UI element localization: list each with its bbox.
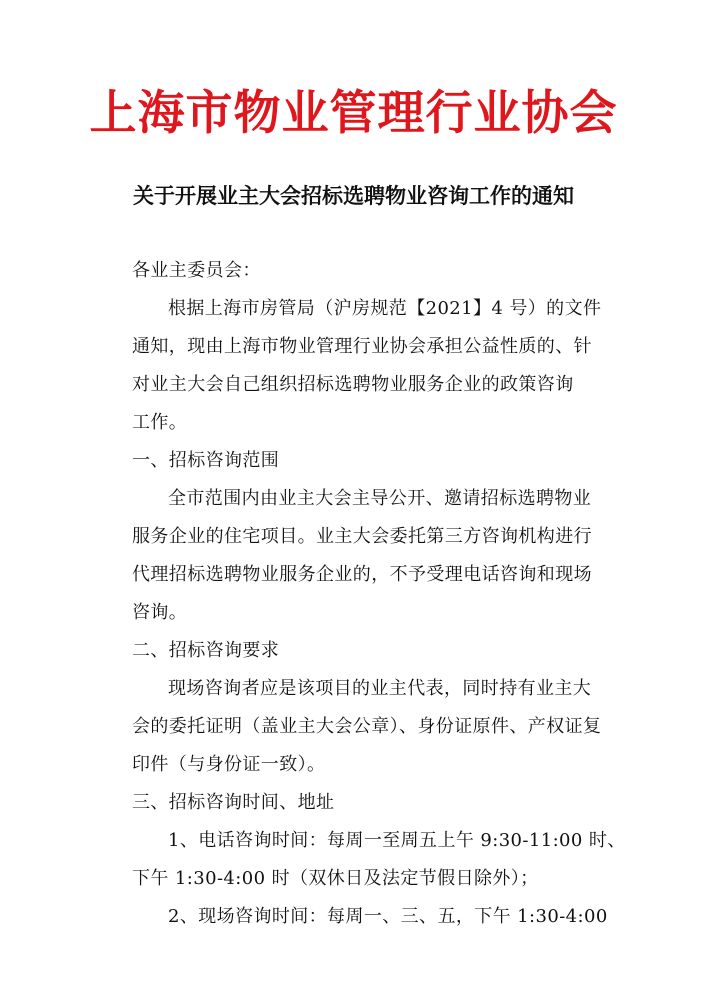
intro-line: 根据上海市房管局（沪房规范【2021】4 号）的文件 [168,298,602,319]
section-scope-line: 代理招标选聘物业服务企业的，不予受理电话咨询和现场 [132,564,592,585]
phone-consult-line: 下午 1:30-4:00 时（双休日及法定节假日除外）； [132,868,539,889]
section-scope-line: 咨询。 [132,602,188,623]
section-heading-scope: 一、招标咨询范围 [132,450,280,471]
notice-body [132,252,626,936]
salutation: 各业主委员会： [132,260,261,281]
section-requirements-line: 印件（与身份证一致）。 [132,754,326,775]
section-scope-line: 全市范围内由业主大会主导公开、邀请招标选聘物业 [168,488,592,509]
section-requirements-line: 会的委托证明（盖业主大会公章）、身份证原件、产权证复 [132,716,602,737]
section-scope-line: 服务企业的住宅项目。业主大会委托第三方咨询机构进行 [132,526,592,547]
section-heading-time-address: 三、招标咨询时间、地址 [132,792,335,813]
phone-consult-line: 1、电话咨询时间：每周一至周五上午 9:30-11:00 时、 [168,830,626,851]
section-requirements-line: 现场咨询者应是该项目的业主代表，同时持有业主大 [168,678,592,699]
onsite-consult-line: 2、现场咨询时间：每周一、三、五，下午 1:30-4:00 [168,906,608,927]
intro-line: 对业主大会自己组织招标选聘物业服务企业的政策咨询 [132,374,574,395]
notice-title: 关于开展业主大会招标选聘物业咨询工作的通知 [133,183,574,208]
organization-masthead: 上海市物业管理行业协会 [89,86,618,141]
section-heading-requirements: 二、招标咨询要求 [132,640,280,661]
intro-line: 通知，现由上海市物业管理行业协会承担公益性质的、针 [132,336,592,357]
intro-line: 工作。 [132,412,188,433]
